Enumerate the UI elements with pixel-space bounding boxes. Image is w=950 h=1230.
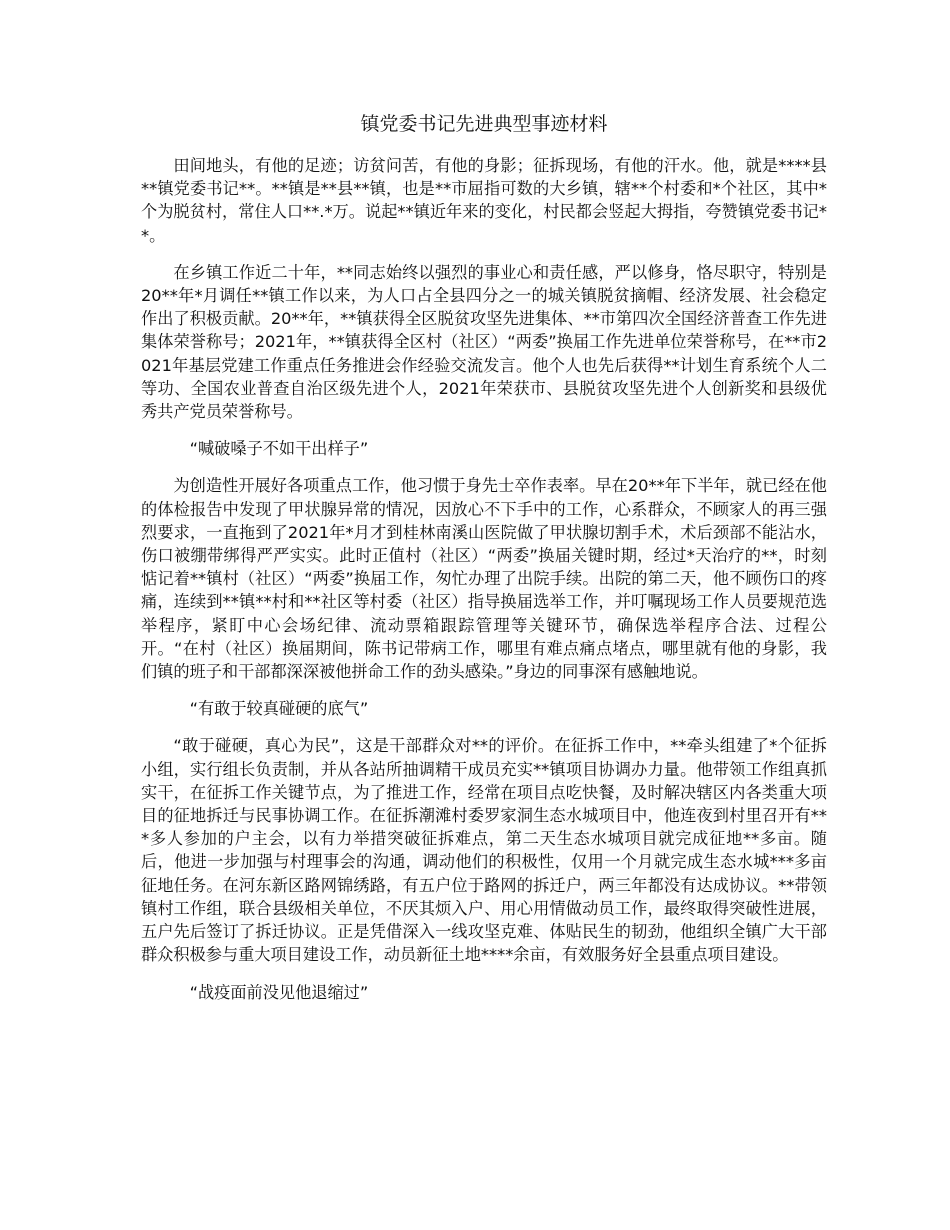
section-paragraph-1: 为创造性开展好各项重点工作，他习惯于身先士卒作表率。早在20**年下半年，就已经在他的体检报告中发现了甲状腺异常的情况，因放心不下手中的工作，心系群众，不顾家人的再三强烈要求，一直拖到了2021年*月才到桂林南溪山医院做了甲状腺切割手术，术后颈部不能沾水，伤口被绷带绑得严严实实。此时正值村（社区）“两委”换届关键时期，经过*天治疗的**，时刻惦记着**镇村（社区）“两委”换届工作，匆忙办理了出院手续。出院的第二天，他不顾伤口的疼痛，连续到**镇**村和**社区等村委（社区）指导换届选举工作，并叮嘱现场工作人员要规范选举程序，紧盯中心会场纪律、流动票箱跟踪管理等关键环节，确保选举程序合法、过程公开。“在村（社区）换届期间，陈书记带病工作，哪里有难点痛点堵点，哪里就有他的身影，我们镇的班子和干部都深深被他拼命工作的劲头感染。”身边的同事深有感触地说。 bbox=[141, 476, 827, 682]
section-heading-1: “喊破嗓子不如干出样子” bbox=[189, 439, 369, 459]
section-heading-2: “有敢于较真碰硬的底气” bbox=[189, 699, 369, 719]
intro-paragraph: 田间地头，有他的足迹；访贫问苦，有他的身影；征拆现场，有他的汗水。他，就是****县**镇党委书记**。**镇是**县**镇，也是**市屈指可数的大乡镇，辖**个村委和*个社区，其中*个为脱贫村，常住人口**.*万。说起**镇近年来的变化，村民都会竖起大拇指，夸赞镇党委书记**。 bbox=[141, 156, 827, 245]
section-heading-3: “战疫面前没见他退缩过” bbox=[189, 982, 369, 1002]
document-title: 镇党委书记先进典型事迹材料 bbox=[360, 113, 608, 135]
career-paragraph: 在乡镇工作近二十年，**同志始终以强烈的事业心和责任感，严以修身，恪尽职守，特别是20**年*月调任**镇工作以来，为人口占全县四分之一的城关镇脱贫摘帽、经济发展、社会稳定作出了积极贡献。20**年，**镇获得全区脱贫攻坚先进集体、**市第四次全国经济普查工作先进集体荣誉称号；2021年，**镇获得全区村（社区）“两委”换届工作先进单位荣誉称号，在**市2021年基层党建工作重点任务推进会作经验交流发言。他个人也先后获得**计划生育系统个人二等功、全国农业普查自治区级先进个人，2021年荣获市、县脱贫攻坚先进个人创新奖和县级优秀共产党员荣誉称号。 bbox=[141, 262, 827, 422]
document-page bbox=[141, 110, 827, 1018]
section-paragraph-2: “敢于碰硬，真心为民”，这是干部群众对**的评价。在征拆工作中，**牵头组建了*个征拆小组，实行组长负责制，并从各站所抽调精干成员充实**镇项目协调办力量。他带领工作组真抓实干，在征拆工作关键节点，为了推进工作，经常在项目点吃快餐，及时解决辖区内各类重大项目的征地拆迁与民事协调工作。在征拆潮滩村委罗家洞生态水城项目中，他连夜到村里召开有***多人参加的户主会，以有力举措突破征拆难点，第二天生态水城项目就完成征地**多亩。随后，他进一步加强与村理事会的沟通，调动他们的积极性，仅用一个月就完成生态水城***多亩征地任务。在河东新区路网锦绣路，有五户位于路网的拆迁户，两三年都没有达成协议。**带领镇村工作组，联合县级相关单位，不厌其烦入户、用心用情做动员工作，最终取得突破性进展，五户先后签订了拆迁协议。正是凭借深入一线攻坚克难、体贴民生的韧劲，他组织全镇广大干部群众积极参与重大项目建设工作，动员新征土地****余亩，有效服务好全县重点项目建设。 bbox=[141, 736, 827, 965]
